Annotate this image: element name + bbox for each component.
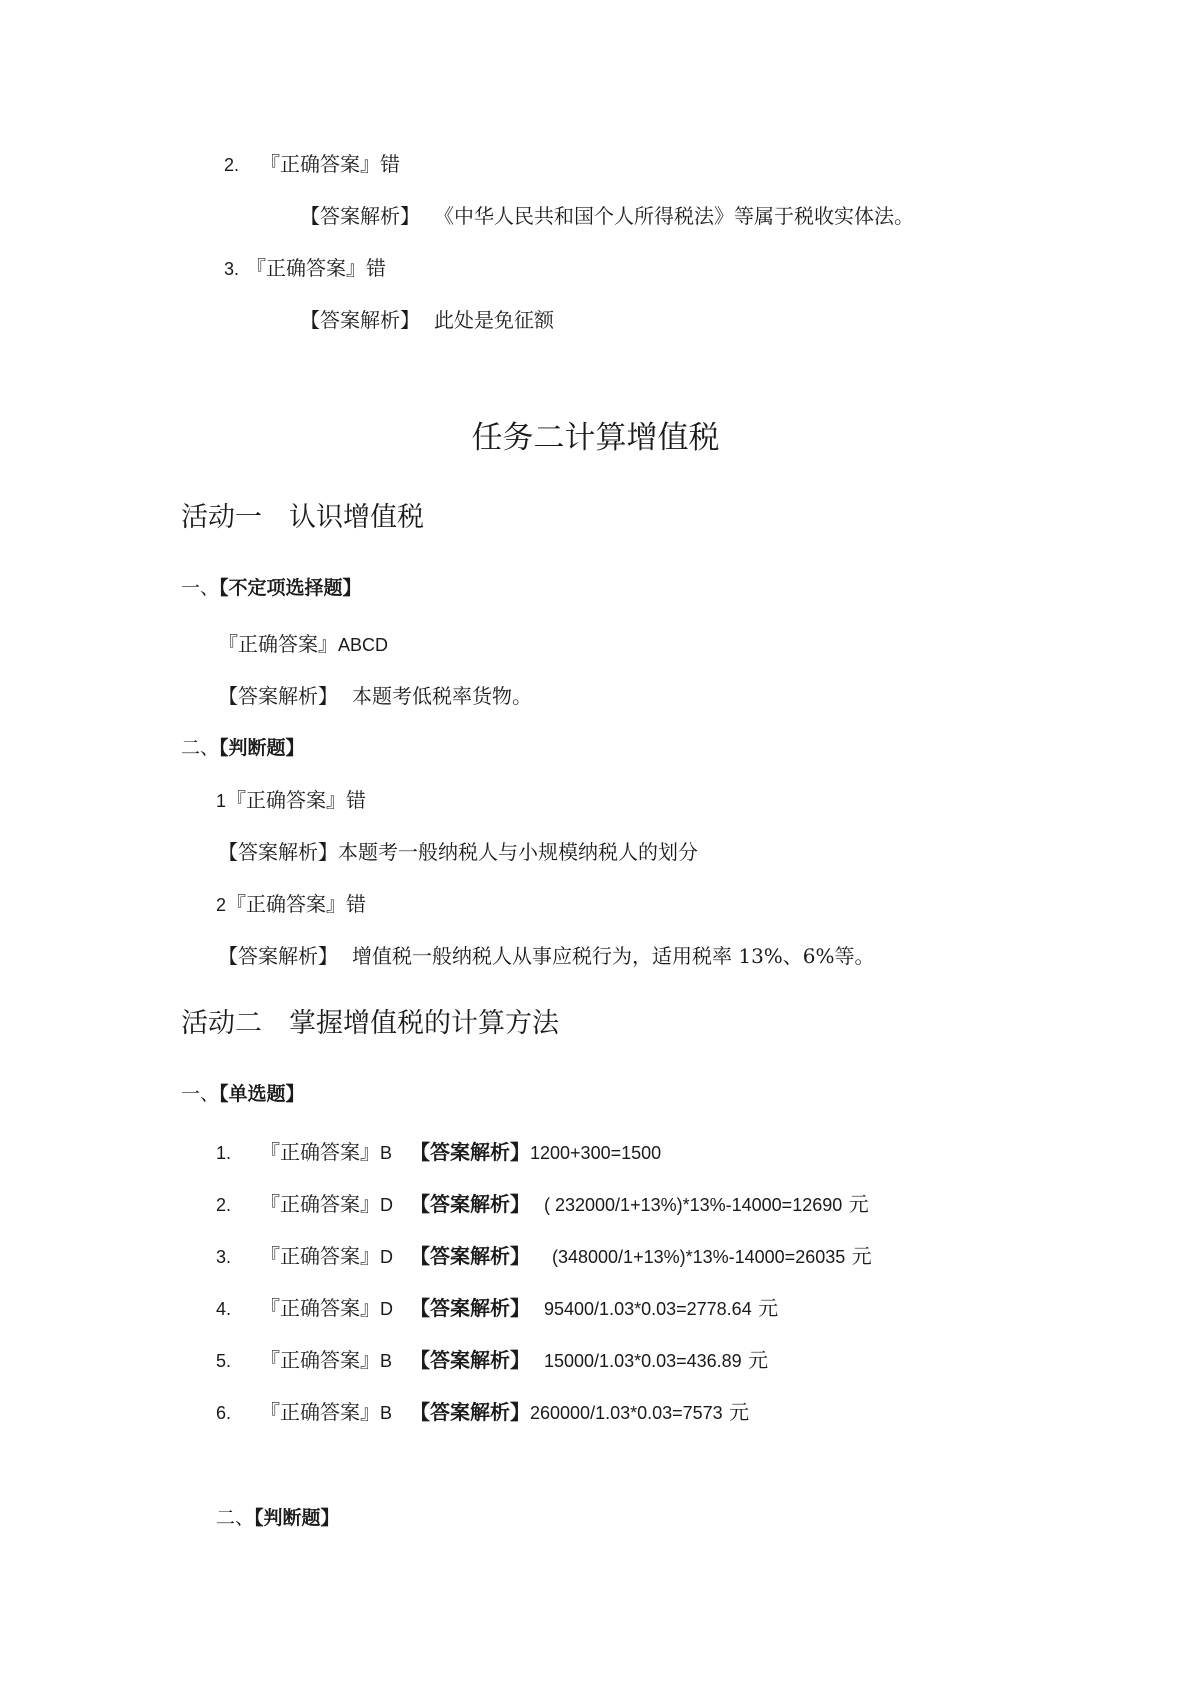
explanation-formula: 15000/1.03*0.03=436.89 <box>544 1351 742 1371</box>
answer-letter: B <box>380 1351 393 1371</box>
section-title: 【判断题】 <box>254 1507 340 1529</box>
explanation-line <box>218 838 698 866</box>
section-heading <box>181 734 305 762</box>
correct-answer: 『正确答案』 <box>260 1296 380 1320</box>
section-number: 二、 <box>216 1507 255 1529</box>
explanation-formula: (348000/1+13%)*13%-14000=26035 <box>552 1247 846 1267</box>
section-title: 【单选题】 <box>219 1083 305 1105</box>
activity-heading: 活动二 掌握增值税的计算方法 <box>181 1008 559 1039</box>
correct-answer: 『正确答案』错 <box>226 788 367 812</box>
section-title: 【判断题】 <box>219 737 305 759</box>
list-item <box>216 1190 869 1219</box>
unit-label: 元 <box>851 1244 872 1268</box>
section-number: 一、 <box>181 1083 220 1105</box>
activity-heading: 活动一 认识增值税 <box>181 502 424 533</box>
explanation-label: 【答案解析】 <box>300 204 420 228</box>
explanation-label: 【答案解析】 <box>410 1348 530 1372</box>
item-number: 1 <box>216 791 227 811</box>
correct-answer: 『正确答案』 <box>260 1400 380 1424</box>
list-item <box>216 1346 768 1375</box>
explanation-label: 【答案解析】 <box>410 1244 530 1268</box>
explanation-label: 【答案解析】 <box>218 944 338 968</box>
list-item <box>216 1294 778 1323</box>
answer-line <box>218 630 388 659</box>
explanation-text: 《中华人民共和国个人所得税法》等属于税收实体法。 <box>434 204 914 228</box>
answer-letter: D <box>380 1195 393 1215</box>
explanation-label: 【答案解析】 <box>410 1140 530 1164</box>
answer-letter: D <box>380 1299 393 1319</box>
explanation-label: 【答案解析】 <box>218 840 338 864</box>
correct-answer: 『正确答案』 <box>218 632 338 656</box>
section-heading <box>181 574 362 602</box>
section-title: 【不定项选择题】 <box>219 577 362 599</box>
item-number: 2. <box>216 1195 232 1215</box>
explanation-text: 增值税一般纳税人从事应税行为，适用税率 13%、6%等。 <box>352 944 875 968</box>
explanation-text: 本题考一般纳税人与小规模纳税人的划分 <box>338 840 698 864</box>
answer-letter: B <box>380 1143 393 1163</box>
correct-answer: 『正确答案』 <box>260 1192 380 1216</box>
list-item <box>216 1398 749 1427</box>
explanation-label: 【答案解析】 <box>410 1296 530 1320</box>
list-item <box>216 1242 872 1271</box>
section-heading <box>216 1504 340 1532</box>
explanation-label: 【答案解析】 <box>410 1400 530 1424</box>
item-number: 5. <box>216 1351 232 1371</box>
item-number: 2 <box>216 895 227 915</box>
correct-answer: 『正确答案』错 <box>260 152 400 176</box>
explanation-text: 本题考低税率货物。 <box>352 684 532 708</box>
explanation-formula: 1200+300=1500 <box>530 1143 662 1163</box>
section-number: 一、 <box>181 577 220 599</box>
answer-line <box>216 890 366 919</box>
explanation-text: 此处是免征额 <box>434 308 554 332</box>
explanation-line <box>300 306 554 334</box>
correct-answer: 『正确答案』 <box>260 1348 380 1372</box>
item-number: 6. <box>216 1403 232 1423</box>
unit-label: 元 <box>848 1192 869 1216</box>
item-number: 2. <box>224 155 240 175</box>
answer-line <box>216 786 366 815</box>
explanation-label: 【答案解析】 <box>300 308 420 332</box>
correct-answer: 『正确答案』错 <box>226 892 367 916</box>
correct-answer: 『正确答案』 <box>260 1244 380 1268</box>
answer-value: ABCD <box>338 635 389 655</box>
explanation-label: 【答案解析】 <box>410 1192 530 1216</box>
explanation-line <box>218 682 532 710</box>
answer-letter: D <box>380 1247 393 1267</box>
explanation-formula: ( 232000/1+13%)*13%-14000=12690 <box>544 1195 843 1215</box>
item-number: 3. <box>216 1247 232 1267</box>
explanation-label: 【答案解析】 <box>218 684 338 708</box>
explanation-line <box>300 202 914 230</box>
answer-line <box>224 254 386 283</box>
section-number: 二、 <box>181 737 220 759</box>
page-title: 任务二计算增值税 <box>471 420 720 456</box>
correct-answer: 『正确答案』错 <box>246 256 386 280</box>
unit-label: 元 <box>758 1296 779 1320</box>
section-heading <box>181 1080 305 1108</box>
unit-label: 元 <box>729 1400 750 1424</box>
explanation-formula: 260000/1.03*0.03=7573 <box>530 1403 723 1423</box>
item-number: 3. <box>224 259 240 279</box>
correct-answer: 『正确答案』 <box>260 1140 380 1164</box>
explanation-formula: 95400/1.03*0.03=2778.64 <box>544 1299 752 1319</box>
answer-letter: B <box>380 1403 393 1423</box>
list-item <box>216 1138 661 1167</box>
answer-line <box>224 150 400 179</box>
explanation-line <box>218 942 875 970</box>
unit-label: 元 <box>748 1348 769 1372</box>
item-number: 1. <box>216 1143 232 1163</box>
item-number: 4. <box>216 1299 232 1319</box>
